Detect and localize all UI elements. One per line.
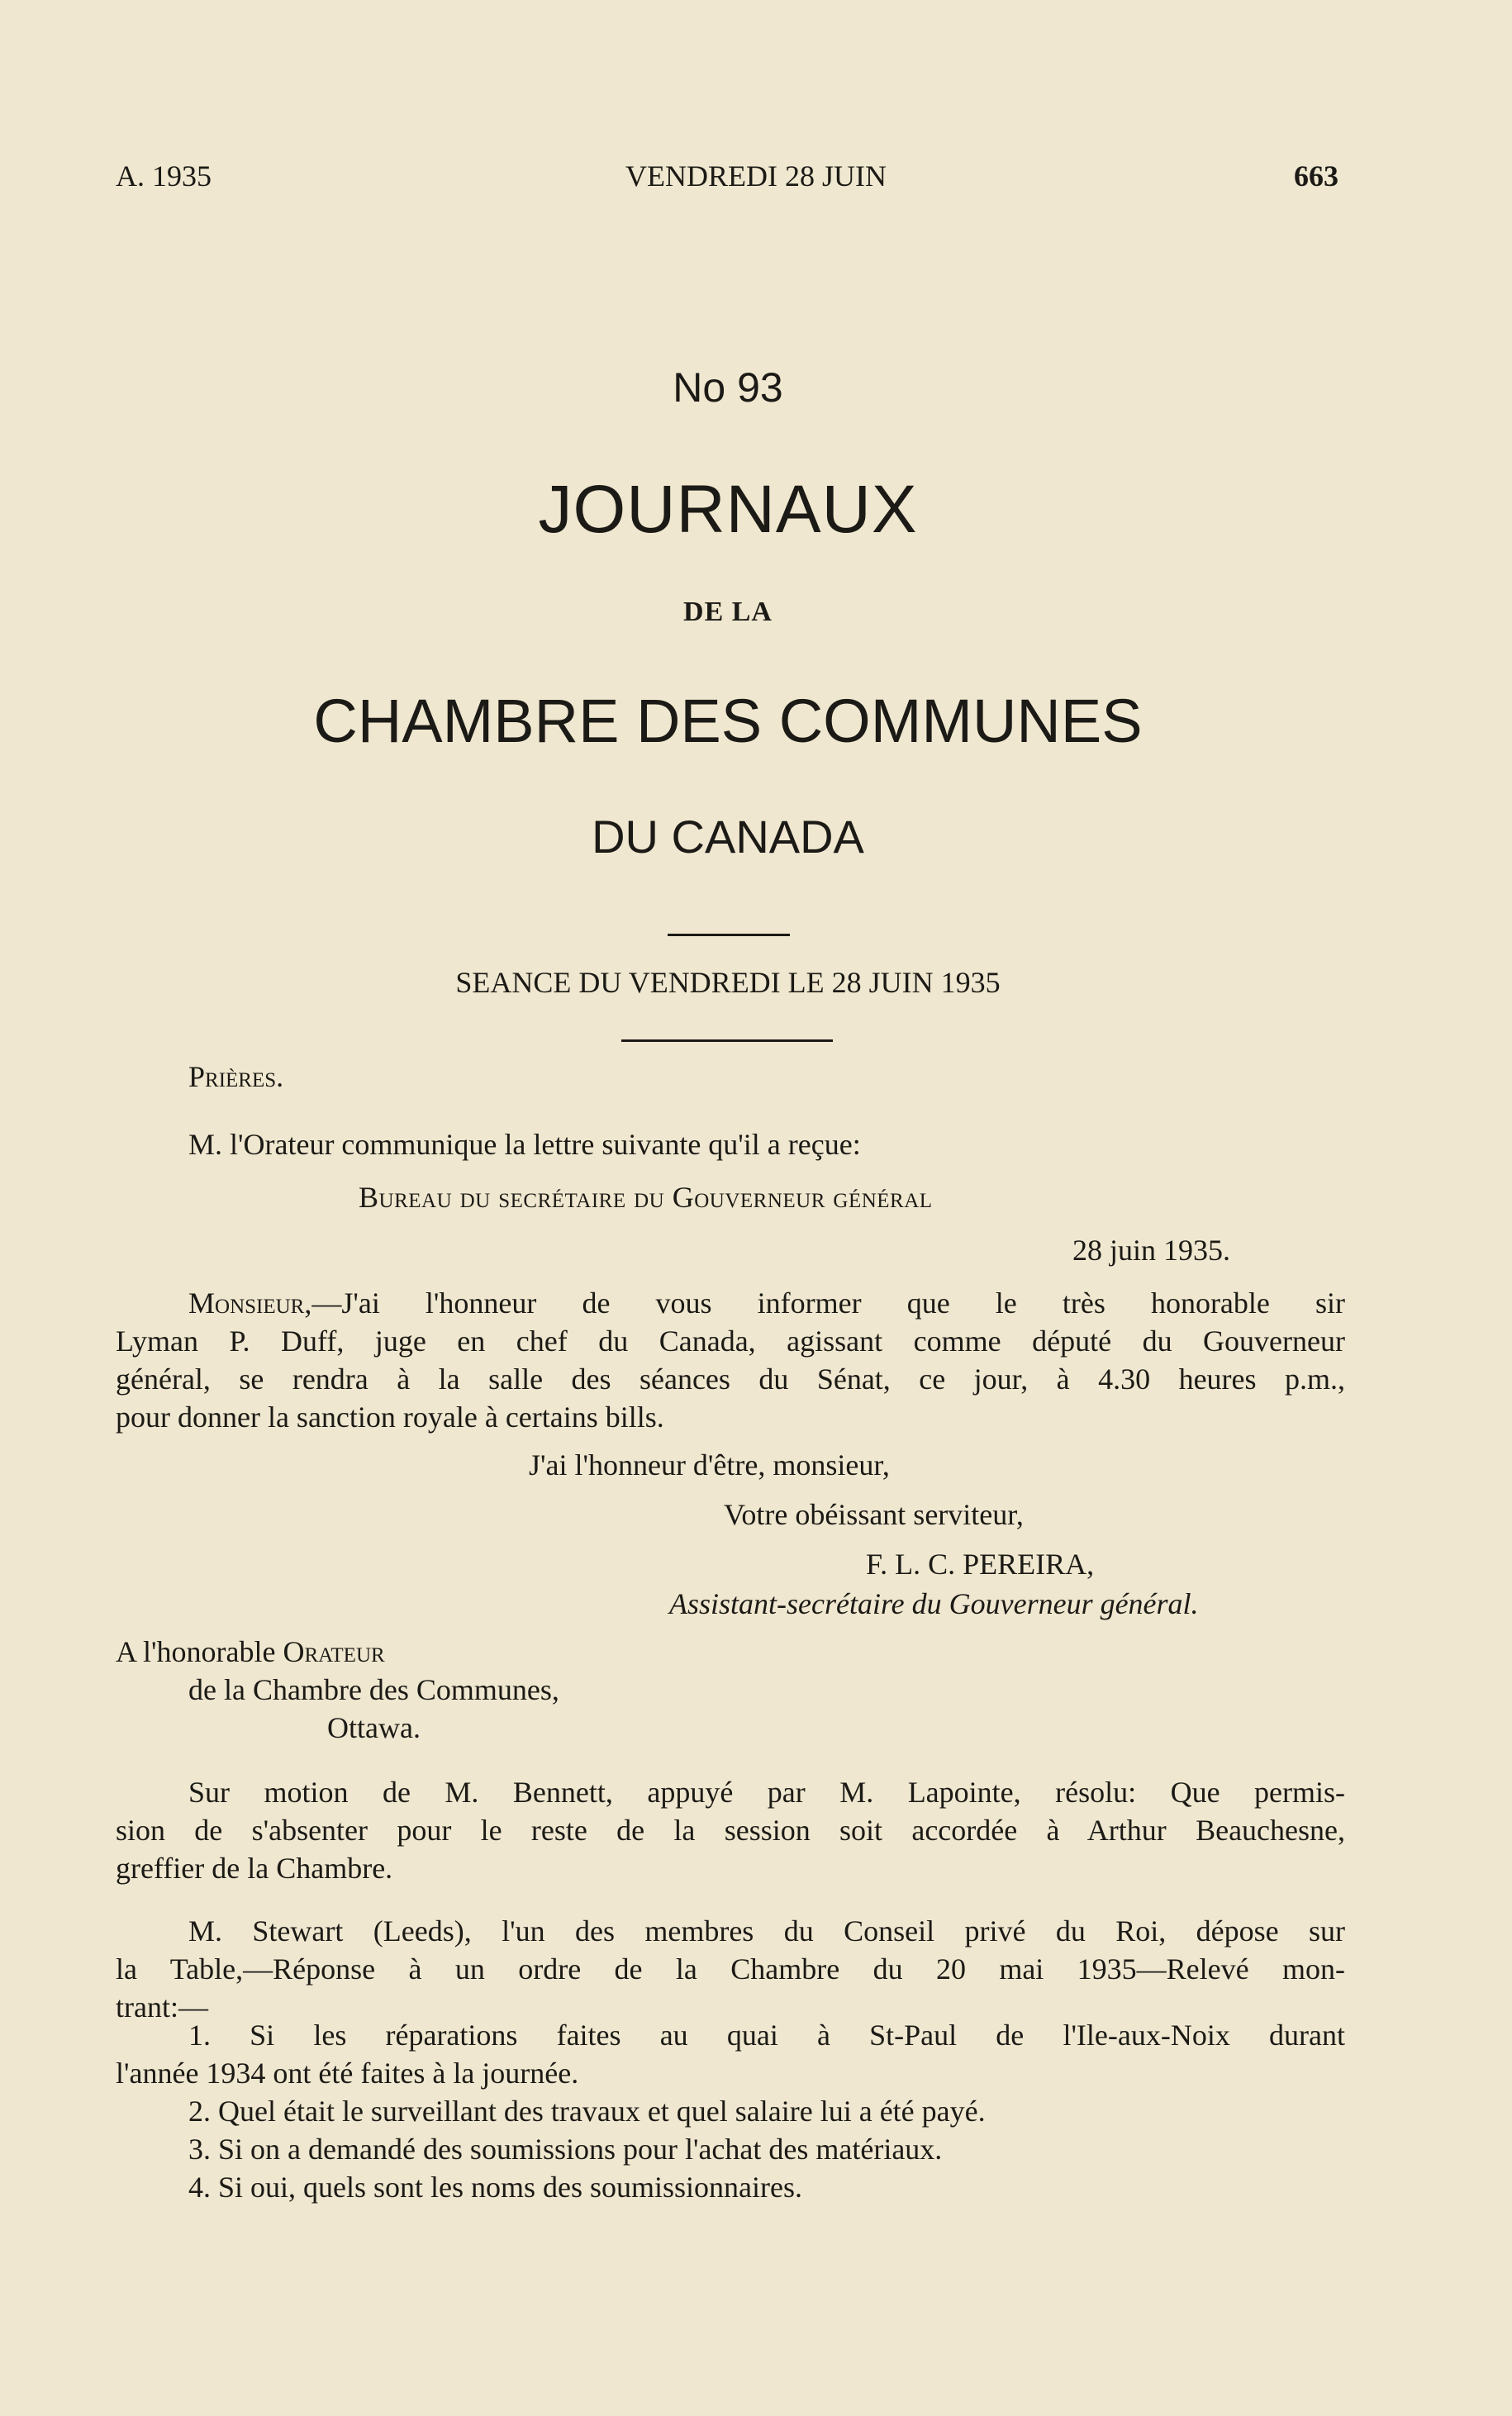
list-item-4: 4. Si oui, quels sont les noms des soumissionnaires. — [188, 2171, 803, 2204]
list-item-3: 3. Si on a demandé des soumissions pour l'achat des matériaux. — [188, 2133, 943, 2166]
letter-line-1 — [188, 1284, 1345, 1322]
prieres-heading: Prières. — [188, 1060, 284, 1093]
address-line-2: de la Chambre des Communes, — [188, 1673, 559, 1706]
stewart-line-3: trant:— — [116, 1990, 208, 2024]
letter-bureau: Bureau du secrétaire du Gouverneur général — [359, 1181, 933, 1214]
address-orateur: Orateur — [283, 1635, 385, 1668]
letter-date: 28 juin 1935. — [1072, 1234, 1231, 1267]
letter-line-3: général, se rendra à la salle des séances du Sénat, ce jour, à 4.30 heures p.m., — [116, 1363, 1345, 1396]
letter-salutation: Monsieur, — [188, 1286, 312, 1320]
list-item-1: 1. Si les réparations faites au quai à St-Paul de l'Ile-aux-Noix durant — [188, 2019, 1345, 2052]
stewart-line-1: M. Stewart (Leeds), l'un des membres du Conseil privé du Roi, dépose sur — [188, 1914, 1345, 1948]
orateur-line: M. l'Orateur communique la lettre suivante qu'il a reçue: — [188, 1128, 861, 1161]
title-chambre: CHAMBRE DES COMMUNES — [313, 687, 1143, 755]
letter-closing-1: J'ai l'honneur d'être, monsieur, — [529, 1448, 890, 1481]
letter-line-4: pour donner la sanction royale à certains bills. — [116, 1401, 664, 1434]
divider-rule — [668, 934, 790, 936]
motion-line-2: sion de s'absenter pour le reste de la session soit accordée à Arthur Beauchesne, — [116, 1814, 1345, 1847]
page-number: 663 — [1294, 159, 1338, 193]
motion-line-1: Sur motion de M. Bennett, appuyé par M. Lapointe, résolu: Que permis- — [188, 1776, 1345, 1809]
address-line-1 — [116, 1633, 385, 1671]
title-du-canada: DU CANADA — [592, 811, 864, 863]
header-date: VENDREDI 28 JUIN — [625, 159, 887, 193]
header-year: A. 1935 — [116, 159, 212, 193]
seance-heading: SEANCE DU VENDREDI LE 28 JUIN 1935 — [455, 966, 1001, 999]
letter-line-2: Lyman P. Duff, juge en chef du Canada, agissant comme député du Gouverneur — [116, 1325, 1345, 1358]
address-line-3: Ottawa. — [327, 1711, 421, 1744]
issue-number: No 93 — [673, 364, 783, 411]
title-de-la: DE LA — [683, 597, 773, 627]
letter-closing-2: Votre obéissant serviteur, — [724, 1498, 1024, 1531]
list-item-2: 2. Quel était le surveillant des travaux et quel salaire lui a été payé. — [188, 2095, 986, 2128]
letter-signature-title: Assistant-secrétaire du Gouverneur général. — [669, 1587, 1199, 1620]
title-journaux: JOURNAUX — [538, 472, 918, 547]
motion-line-3: greffier de la Chambre. — [116, 1852, 393, 1885]
address-prefix: A l'honorable — [116, 1635, 276, 1668]
stewart-line-2: la Table,—Réponse à un ordre de la Chambre du 20 mai 1935—Relevé mon- — [116, 1952, 1345, 1986]
letter-signature: F. L. C. PEREIRA, — [866, 1548, 1095, 1581]
letter-body-1: —J'ai l'honneur de vous informer que le très honorable sir — [311, 1286, 1345, 1320]
divider-rule — [621, 1039, 833, 1042]
list-item-1-cont: l'année 1934 ont été faites à la journée. — [116, 2057, 579, 2090]
